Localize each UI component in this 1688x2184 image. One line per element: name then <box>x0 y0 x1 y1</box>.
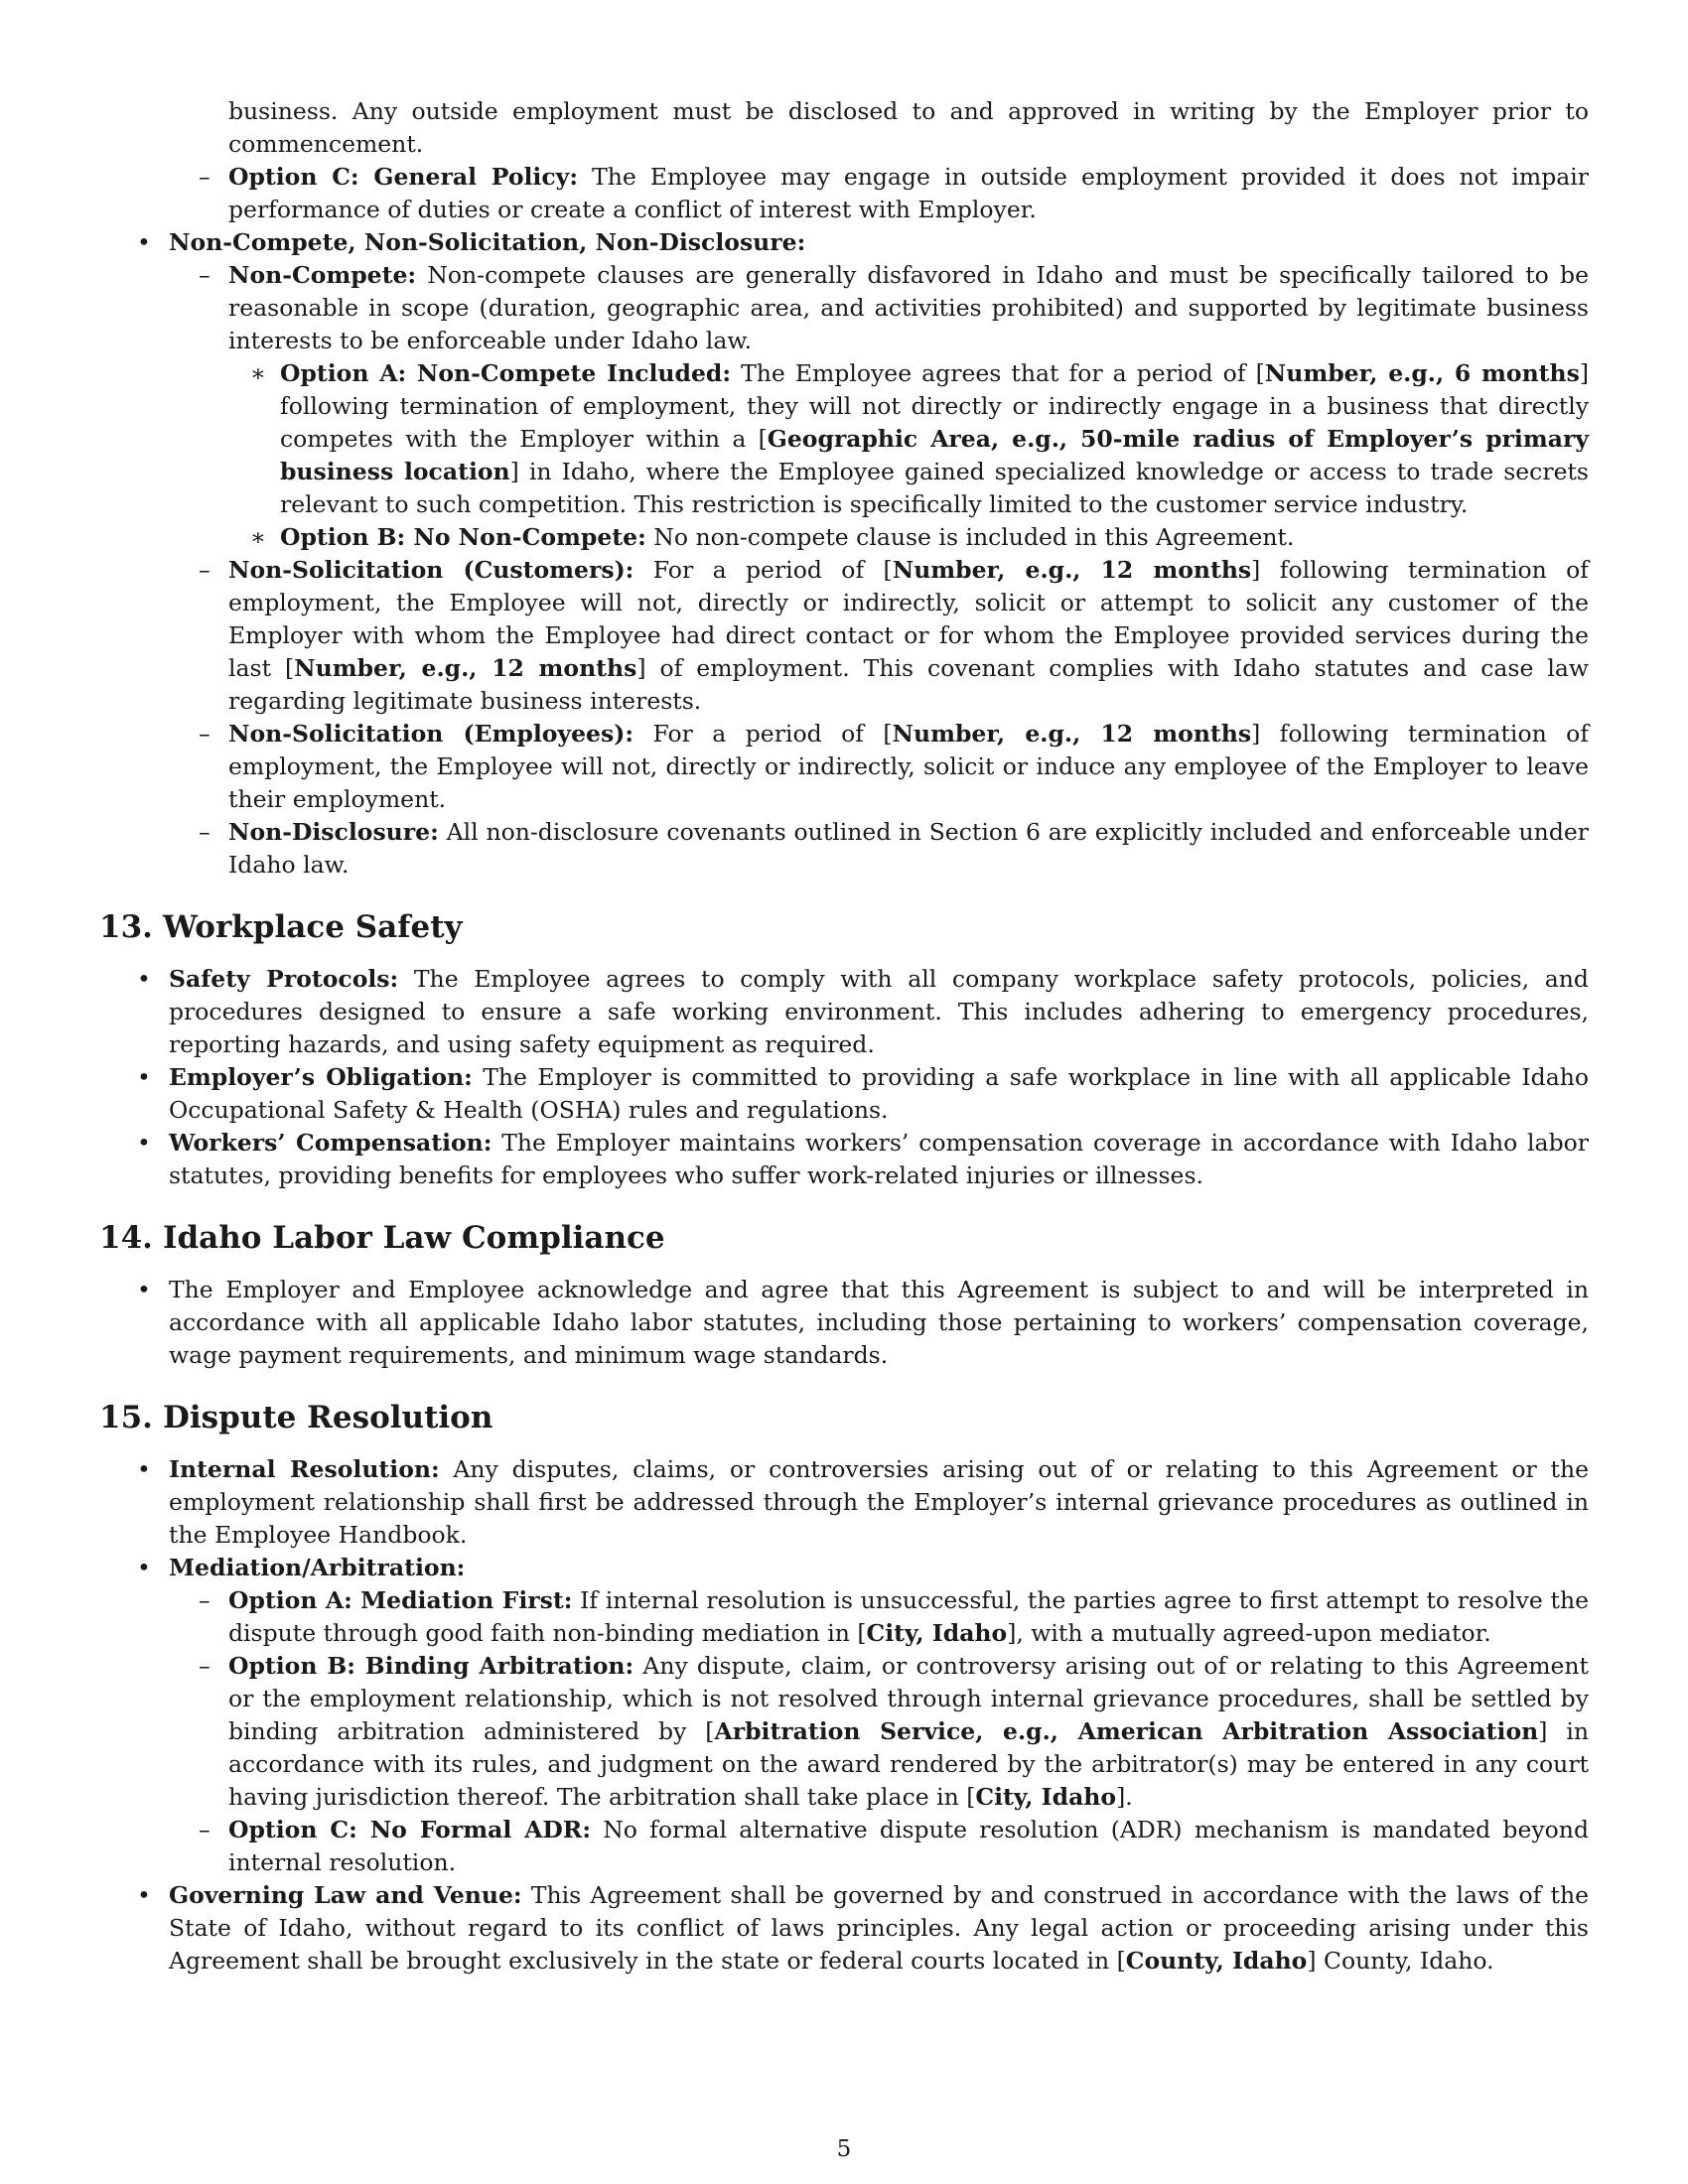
internal-resolution-item <box>99 1453 1589 1552</box>
section-number: 15. <box>99 1400 153 1435</box>
non-solicitation-customers-text-2: ] following termination of employment, the Employee will not, directly or indirectly, solicit or attempt to solicit any customer of the Employer with whom the Employee had direct contact or for whom the Employee provided services during the last [ <box>228 556 1590 682</box>
bullet-marker: • <box>137 1129 151 1157</box>
option-c-heading: Option C: General Policy: <box>228 163 578 191</box>
arbitration-option-b <box>99 1650 1589 1814</box>
section-number: 14. <box>99 1220 153 1256</box>
bullet-marker: • <box>137 1455 151 1483</box>
employer-obligation-text: The Employer is committed to providing a safe workplace in line with all applicable Idaho Occupational Safety & Health (OSHA) rules and regulations. <box>169 1063 1589 1124</box>
venue-county-placeholder: County, Idaho <box>1125 1947 1308 1975</box>
employees-period-placeholder: Number, e.g., 12 months <box>892 720 1252 748</box>
section-14-heading <box>99 1218 1589 1258</box>
non-compete-heading: Non-Compete, Non-Solicitation, Non-Disclosure: <box>169 228 806 256</box>
mediation-option-a <box>99 1584 1589 1650</box>
page-number: 5 <box>836 2136 852 2162</box>
arbitration-city-placeholder: City, Idaho <box>975 1783 1117 1811</box>
bullet-marker: • <box>137 1554 151 1581</box>
section-title: Workplace Safety <box>163 909 463 945</box>
dash-marker: – <box>199 1586 211 1614</box>
bullet-marker: • <box>137 1063 151 1091</box>
non-disclosure-label: Non-Disclosure: <box>228 818 439 846</box>
bullet-marker: • <box>137 228 151 256</box>
workers-compensation-label: Workers’ Compensation: <box>169 1129 492 1157</box>
section-title: Dispute Resolution <box>163 1400 493 1435</box>
non-disclosure-item <box>99 816 1589 882</box>
section-13-heading <box>99 907 1589 947</box>
non-solicitation-customers-text-3: ] of employment. This covenant complies with Idaho statutes and case law regarding legitimate business interests. <box>228 654 1589 715</box>
workers-compensation-text: The Employer maintains workers’ compensation coverage in accordance with Idaho labor statutes, providing benefits for employees who suffer work-related injuries or illnesses. <box>169 1129 1589 1189</box>
safety-protocols-label: Safety Protocols: <box>169 965 399 993</box>
non-compete-bullet <box>99 226 1589 259</box>
governing-law-item <box>99 1879 1589 1978</box>
non-compete-item <box>99 259 1589 357</box>
workers-compensation-item <box>99 1127 1589 1192</box>
safety-protocols-text: The Employee agrees to comply with all company workplace safety protocols, policies, and procedures designed to ensure a safe working environment. This includes adhering to emergency procedures, reporting hazards, and using safety equipment as required. <box>169 965 1589 1058</box>
non-disclosure-text: All non-disclosure covenants outlined in Section 6 are explicitly included and enforceable under Idaho law. <box>228 818 1589 879</box>
non-compete-label: Non-Compete: <box>228 261 417 289</box>
no-adr-option-c <box>99 1814 1589 1879</box>
non-solicitation-employees-text-1: For a period of [ <box>633 720 893 748</box>
dash-marker: – <box>199 1816 211 1843</box>
star-marker: ∗ <box>250 359 266 387</box>
non-compete-option-b <box>99 521 1589 554</box>
non-solicitation-employees <box>99 718 1589 816</box>
section-title: Idaho Labor Law Compliance <box>163 1220 665 1256</box>
dash-marker: – <box>199 556 211 584</box>
mediation-arbitration-label: Mediation/Arbitration: <box>169 1554 466 1581</box>
option-b-continued-text: business. Any outside employment must be disclosed to and approved in writing by the Employer prior to commencement. <box>228 97 1589 158</box>
no-adr-option-c-text: No formal alternative dispute resolution (ADR) mechanism is mandated beyond internal resolution. <box>228 1816 1589 1876</box>
option-a-area-placeholder: Geographic Area, e.g., 50-mile radius of Employer’s primary business location <box>280 425 1589 485</box>
dash-marker: – <box>199 1652 211 1680</box>
non-solicitation-customers-label: Non-Solicitation (Customers): <box>228 556 634 584</box>
labor-law-compliance-item <box>99 1274 1589 1372</box>
mediation-option-a-text-2: ], with a mutually agreed-upon mediator. <box>1007 1619 1491 1647</box>
bullet-marker: • <box>137 965 151 993</box>
arbitration-option-b-text-3: ]. <box>1116 1783 1133 1811</box>
dash-marker: – <box>199 163 211 191</box>
governing-law-text-2: ] County, Idaho. <box>1307 1947 1494 1975</box>
mediation-option-a-text-1: If internal resolution is unsuccessful, the parties agree to first attempt to resolve the dispute through good faith non-binding mediation in [ <box>228 1586 1589 1647</box>
arbitration-option-b-heading: Option B: Binding Arbitration: <box>228 1652 634 1680</box>
non-compete-option-a <box>99 357 1589 521</box>
mediation-city-placeholder: City, Idaho <box>866 1619 1008 1647</box>
dash-marker: – <box>199 720 211 748</box>
mediation-option-a-heading: Option A: Mediation First: <box>228 1586 573 1614</box>
employer-obligation-label: Employer’s Obligation: <box>169 1063 473 1091</box>
section-15-heading <box>99 1398 1589 1437</box>
bullet-marker: • <box>137 1276 151 1303</box>
customers-period-placeholder: Number, e.g., 12 months <box>892 556 1252 584</box>
non-solicitation-customers-text-1: For a period of [ <box>633 556 893 584</box>
labor-law-compliance-text: The Employer and Employee acknowledge and agree that this Agreement is subject to and will be interpreted in accordance with all applicable Idaho labor statutes, including those pertaining to workers’ compensation coverage, wage payment requirements, and minimum wage standards. <box>169 1276 1589 1369</box>
employer-obligation-item <box>99 1061 1589 1127</box>
option-a-text-1: The Employee agrees that for a period of [ <box>731 359 1265 387</box>
option-c-text: The Employee may engage in outside employment provided it does not impair performance of duties or create a conflict of interest with Employer. <box>228 163 1590 223</box>
outside-employment-option-b-continued <box>99 95 1589 161</box>
option-a-text-2: ] following termination of employment, they will not directly or indirectly engage in a business that directly competes with the Employer within a [ <box>280 359 1590 453</box>
option-a-heading: Option A: Non-Compete Included: <box>280 359 732 387</box>
star-marker: ∗ <box>250 523 266 551</box>
section-number: 13. <box>99 909 153 945</box>
dash-marker: – <box>199 261 211 289</box>
internal-resolution-label: Internal Resolution: <box>169 1455 440 1483</box>
arbitration-option-b-text-1: Any dispute, claim, or controversy arising out of or relating to this Agreement or the employment relationship, which is not resolved through internal grievance procedures, shall be settled by binding arbitration administered by [ <box>228 1652 1589 1745</box>
arbitration-service-placeholder: Arbitration Service, e.g., American Arbitration Association <box>714 1717 1539 1745</box>
non-compete-text: Non-compete clauses are generally disfavored in Idaho and must be specifically tailored to be reasonable in scope (duration, geographic area, and activities prohibited) and supported by legitimate business interests to be enforceable under Idaho law. <box>228 261 1589 354</box>
governing-law-text-1: This Agreement shall be governed by and construed in accordance with the laws of the State of Idaho, without regard to its conflict of laws principles. Any legal action or proceeding arising under this Agreement shall be brought exclusively in the state or federal courts located in [ <box>169 1881 1590 1975</box>
non-solicitation-employees-text-2: ] following termination of employment, the Employee will not, directly or indirectly, solicit or induce any employee of the Employer to leave their employment. <box>228 720 1590 813</box>
option-b-text: No non-compete clause is included in this Agreement. <box>645 523 1295 551</box>
bullet-marker: • <box>137 1881 151 1909</box>
mediation-arbitration-item <box>99 1552 1589 1584</box>
safety-protocols-item <box>99 963 1589 1061</box>
customers-lookback-placeholder: Number, e.g., 12 months <box>294 654 637 682</box>
arbitration-option-b-text-2: ] in accordance with its rules, and judgment on the award rendered by the arbitrator(s) may be entered in any court having jurisdiction thereof. The arbitration shall take place in [ <box>228 1717 1589 1811</box>
option-b-heading: Option B: No Non-Compete: <box>280 523 646 551</box>
non-solicitation-customers <box>99 554 1589 718</box>
option-a-duration-placeholder: Number, e.g., 6 months <box>1264 359 1580 387</box>
dash-marker: – <box>199 818 211 846</box>
no-adr-option-c-heading: Option C: No Formal ADR: <box>228 1816 592 1843</box>
outside-employment-option-c <box>99 161 1589 226</box>
internal-resolution-text: Any disputes, claims, or controversies arising out of or relating to this Agreement or the employment relationship shall first be addressed through the Employer’s internal grievance procedures as outlined in the Employee Handbook. <box>169 1455 1589 1549</box>
non-solicitation-employees-label: Non-Solicitation (Employees): <box>228 720 634 748</box>
document-page <box>99 95 1589 1978</box>
governing-law-label: Governing Law and Venue: <box>169 1881 522 1909</box>
option-a-text-3: ] in Idaho, where the Employee gained specialized knowledge or access to trade secrets relevant to such competition. This restriction is specifically limited to the customer service industry. <box>280 458 1589 518</box>
